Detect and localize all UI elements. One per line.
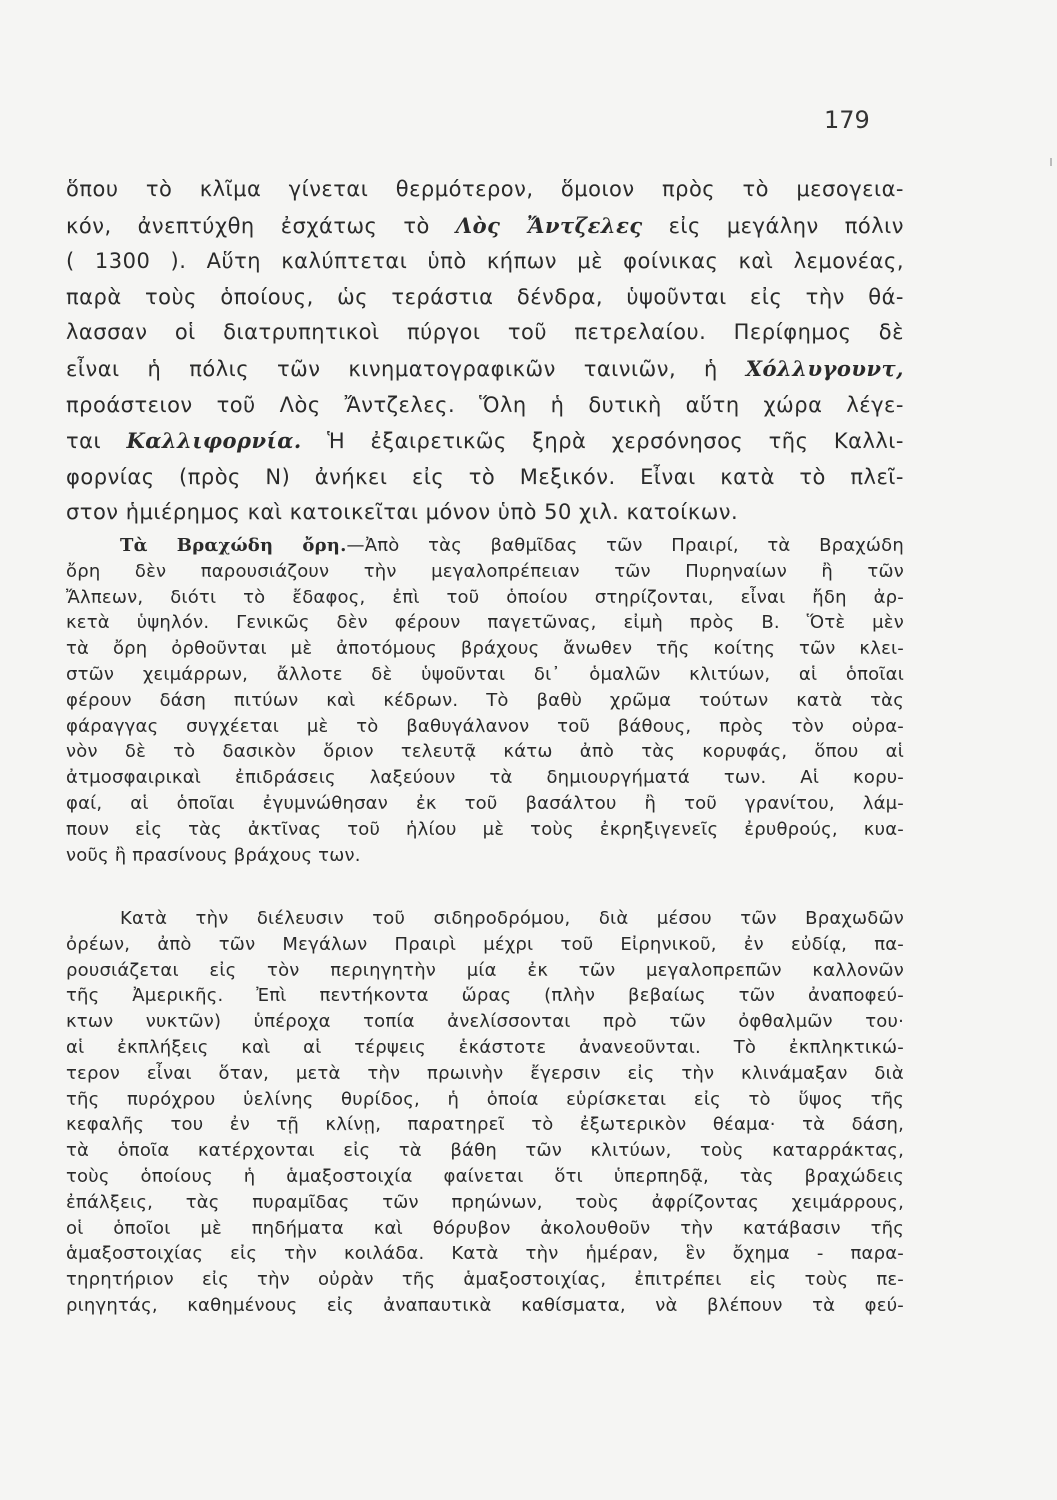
text-line bbox=[66, 280, 904, 316]
text-line bbox=[66, 983, 904, 1009]
text-line bbox=[66, 1241, 904, 1267]
emphasized-place-name: Καλλιφορνία. bbox=[126, 428, 302, 454]
text-run: φαί, αἱ ὁποῖαι ἐγυμνώθησαν ἐκ τοῦ βασάλτου ἢ τοῦ γρανίτου, λάμ- bbox=[66, 792, 904, 814]
paragraph-railway-journey bbox=[66, 906, 904, 1319]
text-run: πουν εἰς τὰς ἀκτῖνας τοῦ ἡλίου μὲ τοὺς ἐκρηξιγενεῖς ἐρυθρούς, κυα- bbox=[66, 818, 904, 840]
text-run: αἱ ἐκπλήξεις καὶ αἱ τέρψεις ἑκάστοτε ἀνανεοῦνται. Τὸ ἐκπληκτικώ- bbox=[66, 1036, 904, 1058]
text-line bbox=[66, 714, 904, 740]
text-line bbox=[66, 495, 904, 531]
text-line bbox=[66, 636, 904, 662]
text-line bbox=[66, 662, 904, 688]
text-run: ἁμαξοστοιχίας εἰς τὴν κοιλάδα. Κατὰ τὴν ἡμέραν, ἓν ὄχημα - παρα- bbox=[66, 1243, 904, 1265]
text-line bbox=[66, 688, 904, 714]
text-run: —Ἀπὸ τὰς βαθμῖδας τῶν Πραιρί, τὰ Βραχώδη bbox=[346, 535, 904, 556]
text-run: κόν, ἀνεπτύχθη ἐσχάτως τὸ bbox=[66, 213, 456, 238]
text-line bbox=[66, 906, 904, 932]
text-run: στον ἡμιέρημος καὶ κατοικεῖται μόνον ὑπὸ 50 χιλ. κατοίκων. bbox=[66, 500, 739, 525]
text-run: Ἡ ἐξαιρετικῶς ξηρὰ χερσόνησος τῆς Καλλι- bbox=[301, 429, 904, 454]
text-line bbox=[66, 460, 904, 496]
text-run: παρὰ τοὺς ὁποίους, ὡς τεράστια δένδρα, ὑψοῦνται εἰς τὴν θά- bbox=[66, 284, 904, 309]
emphasized-place-name: Λὸς Ἄντζελες bbox=[455, 212, 643, 238]
text-run: νὸν δὲ τὸ δασικὸν ὅριον τελευτᾷ κάτω ἀπὸ τὰς κορυφάς, ὅπου αἱ bbox=[66, 741, 904, 763]
text-line bbox=[66, 843, 904, 869]
text-run: τῆς πυρόχρου ὑελίνης θυρίδος, ἡ ὁποία εὑρίσκεται εἰς τὸ ὕψος τῆς bbox=[66, 1088, 904, 1110]
text-line bbox=[66, 1293, 904, 1319]
text-line bbox=[66, 739, 904, 765]
text-run: τερον εἶναι ὅταν, μετὰ τὴν πρωινὴν ἔγερσιν εἰς τὴν κλινάμαξαν διὰ bbox=[66, 1062, 904, 1084]
text-line bbox=[66, 1164, 904, 1190]
text-run: λασσαν οἱ διατρυπητικοὶ πύργοι τοῦ πετρελαίου. Περίφημος δὲ bbox=[66, 320, 904, 345]
text-line bbox=[66, 1061, 904, 1087]
text-line bbox=[66, 315, 904, 351]
text-line bbox=[66, 1190, 904, 1216]
text-line bbox=[66, 765, 904, 791]
text-line bbox=[66, 1267, 904, 1293]
text-run: φορνίας (πρὸς Ν) ἀνήκει εἰς τὸ Μεξικόν. Εἶναι κατὰ τὸ πλεῖ- bbox=[66, 464, 904, 489]
text-line bbox=[66, 585, 904, 611]
emphasized-place-name: Χόλλυγουντ, bbox=[745, 355, 904, 381]
text-run: κεφαλῆς του ἐν τῇ κλίνῃ, παρατηρεῖ τὸ ἐξωτερικὸν θέαμα· τὰ δάση, bbox=[66, 1114, 904, 1136]
text-run: τῆς Ἀμερικῆς. Ἐπὶ πεντήκοντα ὥρας (πλὴν βεβαίως τῶν ἀναποφεύ- bbox=[66, 985, 904, 1007]
text-run: στῶν χειμάρρων, ἄλλοτε δὲ ὑψοῦνται δι᾽ ὁμαλῶν κλιτύων, αἱ ὁποῖαι bbox=[66, 663, 904, 685]
paragraph-rocky-mountains bbox=[66, 533, 904, 868]
text-run: τηρητήριον εἰς τὴν οὐρὰν τῆς ἁμαξοστοιχίας, ἐπιτρέπει εἰς τοὺς πε- bbox=[66, 1269, 904, 1291]
text-run: ὀρέων, ἀπὸ τῶν Μεγάλων Πραιρὶ μέχρι τοῦ Εἰρηνικοῦ, ἐν εὐδίᾳ, πα- bbox=[66, 933, 904, 955]
paragraph-california bbox=[66, 172, 904, 531]
text-run: ἐπάλξεις, τὰς πυραμῖδας τῶν πρηώνων, τοὺς ἀφρίζοντας χειμάρρους, bbox=[66, 1191, 904, 1213]
text-line bbox=[66, 351, 904, 388]
text-line bbox=[66, 958, 904, 984]
text-line bbox=[66, 817, 904, 843]
page-number: 179 bbox=[824, 106, 870, 134]
text-run: εἶναι ἡ πόλις τῶν κινηματογραφικῶν ταινιῶν, ἡ bbox=[66, 356, 746, 381]
text-line bbox=[66, 1087, 904, 1113]
text-run: ται bbox=[66, 429, 127, 454]
text-run: ( 1300 ). Αὕτη καλύπτεται ὑπὸ κήπων μὲ φοίνικας καὶ λεμονέας, bbox=[66, 249, 904, 274]
text-run: φέρουν δάση πιτύων καὶ κέδρων. Τὸ βαθὺ χρῶμα τούτων κατὰ τὰς bbox=[66, 689, 904, 711]
text-run: οἱ ὁποῖοι μὲ πηδήματα καὶ θόρυβον ἀκολουθοῦν τὴν κατάβασιν τῆς bbox=[66, 1217, 904, 1239]
text-line bbox=[66, 1009, 904, 1035]
text-line bbox=[66, 423, 904, 460]
text-line bbox=[66, 244, 904, 280]
text-run: εἰς μεγάλην πόλιν bbox=[642, 213, 904, 238]
text-line bbox=[66, 388, 904, 424]
text-run: ἀτμοσφαιρικαὶ ἐπιδράσεις λαξεύουν τὰ δημιουργήματά των. Αἱ κορυ- bbox=[66, 767, 904, 789]
text-run: κτων νυκτῶν) ὑπέροχα τοπία ἀνελίσσονται πρὸ τῶν ὀφθαλμῶν του· bbox=[66, 1011, 904, 1033]
text-run: ὄρη δὲν παρουσιάζουν τὴν μεγαλοπρέπειαν τῶν Πυρηναίων ἢ τῶν bbox=[66, 560, 904, 582]
text-run: ριηγητάς, καθημένους εἰς ἀναπαυτικὰ καθίσματα, νὰ βλέπουν τὰ φεύ- bbox=[66, 1294, 904, 1316]
text-line bbox=[66, 1035, 904, 1061]
text-run: Κατὰ τὴν διέλευσιν τοῦ σιδηροδρόμου, διὰ μέσου τῶν Βραχωδῶν bbox=[120, 908, 904, 929]
text-run: τὰ ὁποῖα κατέρχονται εἰς τὰ βάθη τῶν κλιτύων, τοὺς καταρράκτας, bbox=[66, 1140, 904, 1162]
text-line bbox=[66, 1216, 904, 1242]
text-line bbox=[66, 208, 904, 245]
text-line bbox=[66, 559, 904, 585]
text-run: κετὰ ὑψηλόν. Γενικῶς δὲν φέρουν παγετῶνας, εἰμὴ πρὸς Β. Ὅτὲ μὲν bbox=[66, 612, 904, 634]
text-line bbox=[66, 172, 904, 208]
text-run: ὅπου τὸ κλῖμα γίνεται θερμότερον, ὅμοιον πρὸς τὸ μεσογεια- bbox=[66, 177, 904, 201]
text-run: τὰ ὄρη ὀρθοῦνται μὲ ἀποτόμους βράχους ἄνωθεν τῆς κοίτης τῶν κλει- bbox=[66, 638, 904, 660]
text-run: νοῦς ἢ πρασίνους βράχους των. bbox=[66, 844, 361, 866]
text-run: προάστειον τοῦ Λὸς Ἄντζελες. Ὅλη ἡ δυτικὴ αὕτη χώρα λέγε- bbox=[66, 392, 904, 417]
text-run: τοὺς ὁποίους ἡ ἁμαξοστοιχία φαίνεται ὅτι ὑπερπηδᾷ, τὰς βραχώδεις bbox=[66, 1165, 904, 1187]
text-line bbox=[66, 1112, 904, 1138]
text-run: ρουσιάζεται εἰς τὸν περιηγητὴν μία ἐκ τῶν μεγαλοπρεπῶν καλλονῶν bbox=[66, 959, 904, 981]
text-line bbox=[66, 610, 904, 636]
text-line bbox=[66, 791, 904, 817]
scan-mark bbox=[1050, 158, 1052, 166]
section-heading: Τὰ Βραχώδη ὄρη. bbox=[120, 535, 347, 556]
text-run: φάραγγας συγχέεται μὲ τὸ βαθυγάλανον τοῦ βάθους, πρὸς τὸν οὐρα- bbox=[66, 715, 904, 737]
text-run: Ἄλπεων, διότι τὸ ἔδαφος, ἐπὶ τοῦ ὁποίου στηρίζονται, εἶναι ἤδη ἀρ- bbox=[66, 586, 904, 608]
text-line bbox=[66, 1138, 904, 1164]
text-line bbox=[66, 533, 904, 559]
text-line bbox=[66, 932, 904, 958]
